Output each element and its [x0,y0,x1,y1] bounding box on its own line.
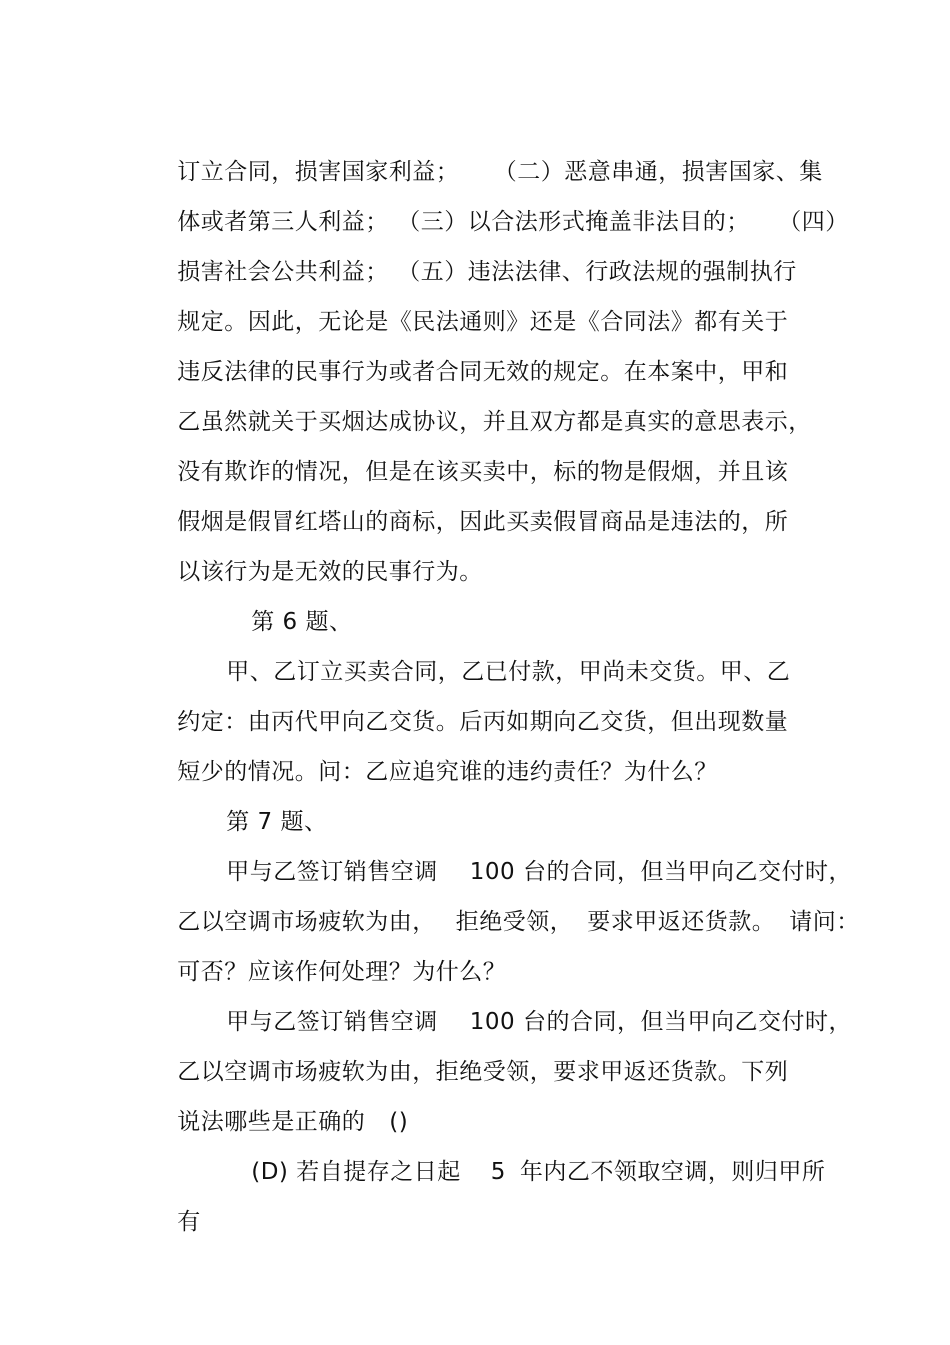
text-segment: 第 6 题、 [251,609,353,635]
text-segment: 以该行为是无效的民事行为。 [177,559,483,585]
text-segment: 说法哪些是正确的 [177,1109,366,1135]
text-segment: （三）以合法形式掩盖非法目的； [408,209,750,235]
text-segment: 违反法律的民事行为或者合同无效的规定。在本案中，甲和 [177,359,789,385]
text-segment: () [389,1109,409,1135]
text-segment: 甲与乙签订销售空调 [226,1009,438,1035]
text-segment: 100 台的合同，但当甲向乙交付时， [469,859,852,885]
text-line [220,1127,825,1217]
text-segment: 订立合同，损害国家利益； [177,159,460,185]
text-segment: （五）违法法律、行政法规的强制执行 [408,259,797,285]
text-segment: 甲、乙订立买卖合同，乙已付款，甲尚未交货。甲、乙 [226,659,791,685]
text-segment: 乙以空调市场疲软为由， [177,909,436,935]
text-segment: 短少的情况。问：乙应追究谁的违约责任？为什么？ [177,759,718,785]
text-segment: 假烟是假冒红塔山的商标，因此买卖假冒商品是违法的，所 [177,509,789,535]
text-segment: 没有欺诈的情况，但是在该买卖中，标的物是假烟，并且该 [177,459,789,485]
text-segment: 要求甲返还货款。 [587,909,776,935]
text-segment: 乙以空调市场疲软为由，拒绝受领，要求甲返还货款。下列 [177,1059,789,1085]
text-segment: 乙虽然就关于买烟达成协议，并且双方都是真实的意思表示， [177,409,812,435]
text-segment: 有 [177,1209,201,1235]
text-segment: 甲与乙签订销售空调 [226,859,438,885]
text-segment: 可否？应该作何处理？为什么？ [177,959,507,985]
text-segment: 拒绝受领， [455,909,574,935]
text-segment: 5 [490,1159,506,1185]
text-segment: 体或者第三人利益； [177,209,389,235]
text-segment: （四） [789,209,849,235]
text-segment: 约定：由丙代甲向乙交货。后丙如期向乙交货，但出现数量 [177,709,789,735]
text-segment: 第 7 题、 [226,809,328,835]
text-line [146,1177,201,1267]
text-segment: 损害社会公共利益； [177,259,389,285]
text-segment: 规定。因此，无论是《民法通则》还是《合同法》都有关于 [177,309,789,335]
text-segment: 100 台的合同，但当甲向乙交付时， [469,1009,852,1035]
text-segment: (D) 若自提存之日起 [251,1159,461,1185]
text-segment: 请问： [789,909,860,935]
text-segment: （二）恶意串通，损害国家、集 [505,159,823,185]
text-segment: 年内乙不领取空调，则归甲所 [519,1159,826,1185]
